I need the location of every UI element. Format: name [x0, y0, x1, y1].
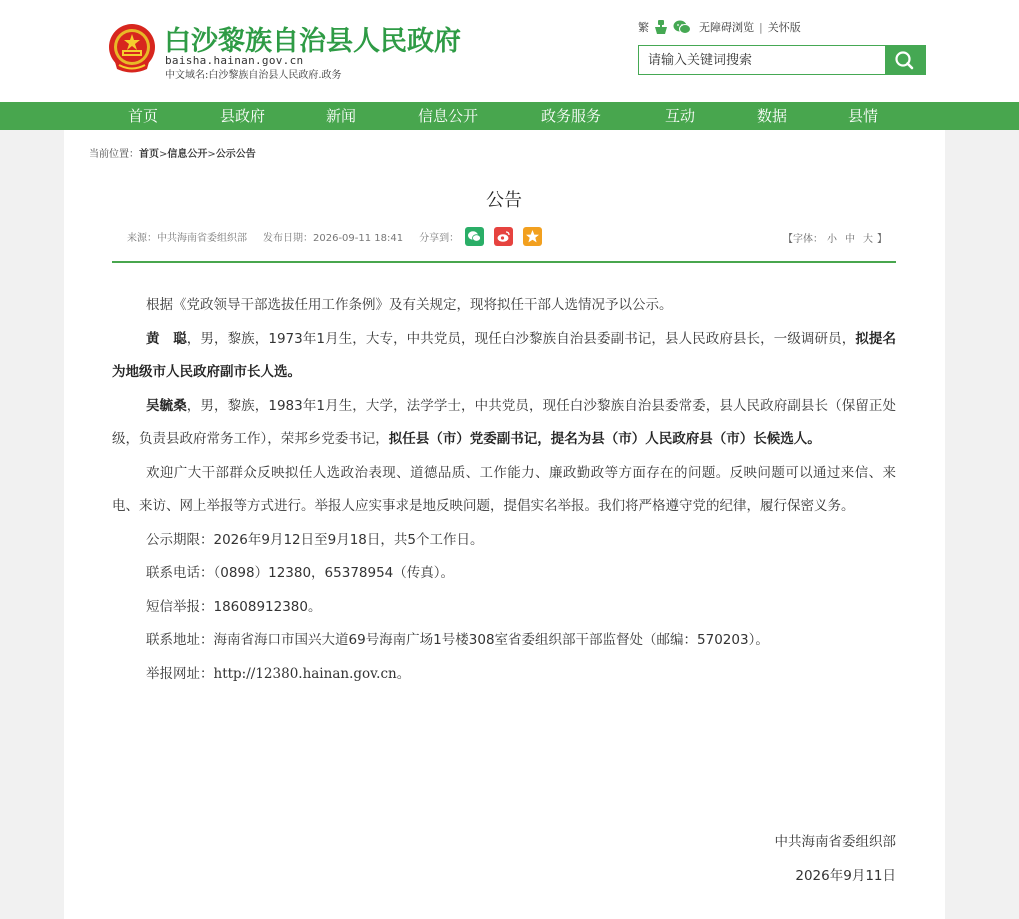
candidate-1-paragraph: [112, 323, 896, 390]
breadcrumb: [89, 145, 256, 160]
nav-news[interactable]: 新闻: [326, 107, 357, 125]
publicity-period: 公示期限：2026年9月12日至9月18日，共5个工作日。: [146, 531, 484, 548]
search-input[interactable]: [639, 46, 886, 74]
breadcrumb-separator: >: [207, 149, 216, 160]
welcome-paragraph: 欢迎广大干部群众反映拟任人选政治表现、道德品质、工作能力、廉政勤政等方面存在的问题。反映问题可以通过来信、来电、来访、网上举报等方式进行。举报人应实事求是地反映问题，提倡实名举报。我们将严格遵守党的纪律，履行保密义务。: [112, 464, 896, 514]
font-size-medium-button[interactable]: 中: [845, 234, 855, 245]
title-divider: [112, 261, 896, 263]
traditional-chinese-link[interactable]: 繁: [638, 21, 649, 34]
care-version-link[interactable]: 关怀版: [767, 21, 801, 34]
report-website-label: 举报网址：: [146, 665, 214, 682]
font-size-large-button[interactable]: 大: [863, 234, 873, 245]
nav-county-government[interactable]: 县政府: [220, 107, 266, 125]
main-nav: [0, 102, 1019, 130]
share-wechat-icon[interactable]: [465, 227, 484, 246]
breadcrumb-home[interactable]: 首页: [139, 149, 159, 160]
intro-paragraph: 根据《党政领导干部选拔任用工作条例》及有关规定，现将拟任干部人选情况予以公示。: [146, 297, 673, 313]
wechat-icon[interactable]: [673, 19, 691, 35]
candidate-2-text: ，男，黎族，1983年1月生，大学，法学学士，中共党员，现任白沙黎族自治县委常委，县人民政府副县长（保留正处级，负责县政府常务工作），荣邦乡党委书记，: [112, 397, 897, 447]
site-header: [0, 0, 1019, 102]
article-body: [112, 289, 896, 691]
breadcrumb-public-notices[interactable]: 公示公告: [215, 149, 256, 160]
nav-home[interactable]: 首页: [128, 107, 159, 125]
nav-interaction[interactable]: 互动: [665, 107, 696, 125]
font-size-switcher: [783, 230, 887, 245]
contact-address: 联系地址：海南省海口市国兴大道69号海南广场1号楼308室省委组织部干部监督处（邮编：570203）。: [146, 632, 769, 648]
site-domain: baisha.hainan.gov.cn: [165, 54, 304, 67]
search-button[interactable]: [885, 46, 925, 74]
font-size-small-button[interactable]: 小: [827, 234, 837, 245]
font-size-label-close: 】: [877, 234, 887, 245]
search-icon: [885, 46, 925, 74]
breadcrumb-information-disclosure[interactable]: 信息公开: [167, 149, 208, 160]
article-date: 发布日期：2026-09-11 18:41: [263, 232, 404, 244]
site-title[interactable]: 白沙黎族自治县人民政府: [164, 26, 461, 57]
national-emblem-icon: [107, 22, 157, 76]
share-weibo-icon[interactable]: [494, 227, 513, 246]
article-title: 公告: [486, 190, 522, 211]
report-website-link[interactable]: http://12380.hainan.gov.cn: [213, 665, 397, 682]
nav-government-services[interactable]: 政务服务: [541, 107, 602, 125]
report-website: [112, 658, 896, 692]
candidate-2-paragraph: [112, 390, 896, 457]
candidate-1-text: ，男，黎族，1973年1月生，大专，中共党员，现任白沙黎族自治县委副书记，县人民政府县长，一级调研员，: [186, 330, 856, 347]
candidate-1-name: 黄 聪: [146, 330, 187, 347]
signature-organization: 中共海南省委组织部: [774, 834, 896, 850]
breadcrumb-separator: >: [159, 149, 168, 160]
candidate-2-name: 吴毓桑: [146, 397, 187, 414]
search-box: [638, 45, 926, 75]
article-meta: [127, 226, 552, 246]
breadcrumb-prefix: 当前位置：: [89, 149, 139, 160]
contact-phone: 联系电话：（0898）12380，65378954（传真）。: [146, 565, 455, 581]
sms-report: 短信举报：18608912380。: [146, 598, 322, 615]
nav-data[interactable]: 数据: [757, 107, 788, 125]
share-label: 分享到：: [419, 232, 460, 244]
report-website-end: 。: [396, 665, 411, 682]
accessible-browsing-link[interactable]: 无障碍浏览: [699, 21, 754, 34]
nav-information-disclosure[interactable]: 信息公开: [418, 107, 479, 125]
signature-date: 2026年9月11日: [795, 868, 896, 884]
nav-county-profile[interactable]: 县情: [848, 107, 879, 125]
font-size-label-open: 【字体：: [783, 234, 823, 245]
site-chinese-domain: 中文域名:白沙黎族自治县人民政府.政务: [165, 70, 342, 81]
share-qzone-icon[interactable]: [523, 227, 542, 246]
candidate-2-nomination: 拟任县（市）党委副书记，提名为县（市）人民政府县（市）长候选人。: [388, 431, 821, 447]
link-separator: |: [759, 20, 763, 34]
mobile-app-icon[interactable]: [653, 19, 669, 35]
top-links: [638, 18, 801, 36]
candidate-1-nomination: 拟提名为地级市人民政府副市长人选。: [112, 330, 897, 380]
article-source: 来源：中共海南省委组织部: [127, 232, 247, 244]
